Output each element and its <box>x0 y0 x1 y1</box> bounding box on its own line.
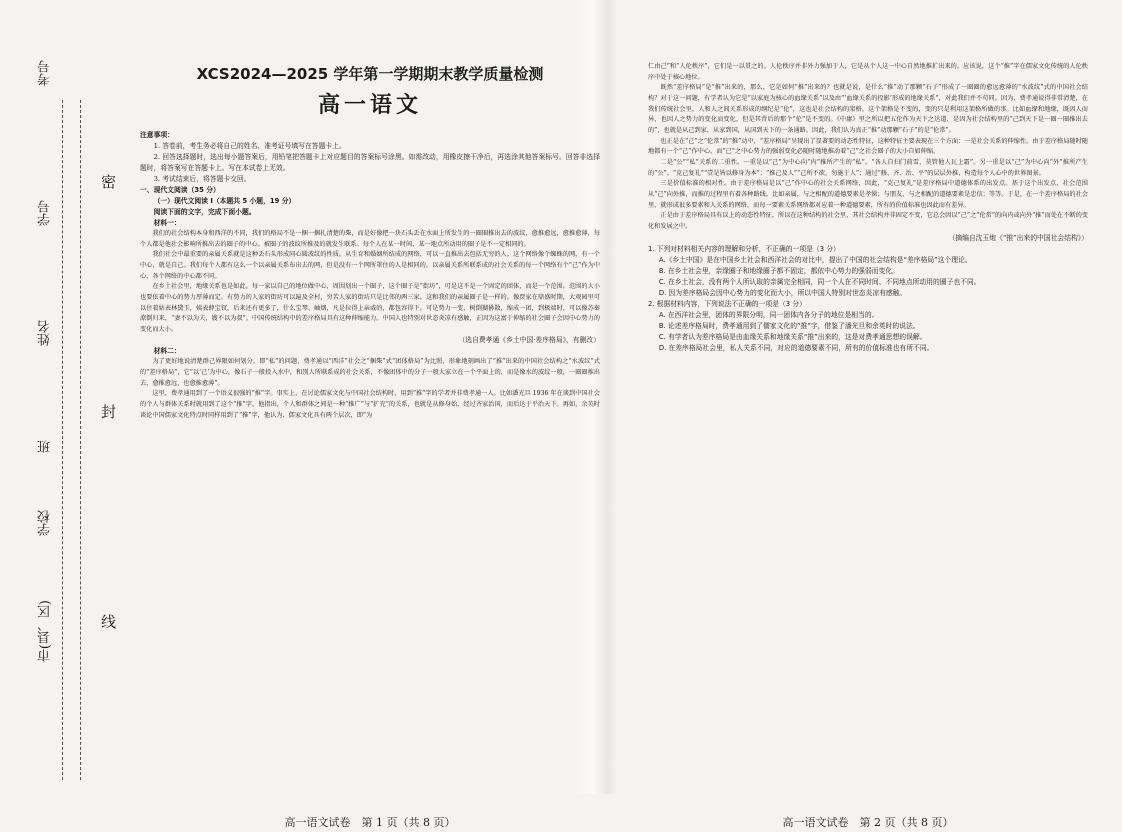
region-label: 市(县、区) <box>38 600 53 663</box>
page-footer: 高一语文试卷 第 2 页（共 8 页） <box>782 816 954 830</box>
material-paragraph: 在乡土社会里，地缘关系也是如此。每一家以自己的地位做中心，周围划出一个圈子，这个圈子是“街坊”，可是这不是一个固定的团体，而是一个范围。范围的大小也要依着中心的势力厚薄而定。有势力的人家的街坊可以遍及全村，穷苦人家的街坊只是比邻的两三家。这和我们的亲属圈子是一样的。像贾家在鼎盛时期，大观园里可以住着姑表林黛玉，姨表薛宝钗，后来还有更多了，什么宝琴、岫烟，凡是拉得上亲戚的，都包容得下。可是势力一变，树倒猢狲散，缩成一团，到极端时，可以像苏秦潦倒归来，“妻不以为夫，嫂不以为叔”。中国传统结构中的差序格局具有这种伸缩能力。中国人也特别对世态炎凉有感触，正因为这富于伸缩的社会圈子会因中心势力的变化而大小。 <box>140 283 600 333</box>
material-paragraph: 仁由己”和“人伦秩序”，它们是一以贯之的。人伦秩序并非外力强加于人，它是从个人这一中心自然地推扩出来的。应该说，这个“推”字在儒家文化传统的人伦秩序中处于核心地位。 <box>648 63 1088 81</box>
option-item: C. 在乡土社会，没有两个人所认取的亲属完全相同，同一个人在不同时间、不同地点所动用的圈子也不同。 <box>658 277 981 286</box>
option-item: D. 在差序格局社会里，私人关系不同，对应的道德要素不同，所有的价值标准也有所不同。 <box>658 343 934 352</box>
seal-char: 线 <box>98 610 119 633</box>
seal-char: 密 <box>98 170 119 193</box>
reading-instruction: 阅读下面的文字，完成下面小题。 <box>153 207 256 216</box>
binding-strip <box>8 40 116 780</box>
material-paragraph: 我们的社会结构本身和西洋的不同，我们的格局不是一捆一捆扎清楚的柴，而是好像把一块石头丢在水面上所发生的一圈圈推出去的波纹，愈推愈远，愈推愈薄，每个人都是他社会影响所推出去的圈子的中心。被圈子的波纹所推及的就发生联系。每个人在某一时间、某一地点所动用的圈子是不一定相同的。 <box>140 229 600 248</box>
material-paragraph: 这里，费孝通用到了一个语义很强的“推”字。事实上，在讨论儒家文化与中国社会结构时，用到“推”字的学者并非费孝通一人。比如潘光旦 1936 年在谈到中国社会的个人与群体关系时就用到了这个“推”字，他指出，个人和群体之间是一种“推广”与“扩充”的关系，也就是从修身始，经过齐家治国，而后达于平治天下。再如，余英时谈论中国儒家文化特点时同样用到了“推”字，他认为，儒家文化具有两个层次，即“为 <box>140 390 600 419</box>
binding-dashed-line <box>62 100 63 780</box>
material-paragraph: 既然“差序格局”是“推”出来的，那么，它是如何“推”出来的？也就是说，是什么“推”动了那颗“石子”形成了一圈圈的愈远愈薄的“水波纹”式的中国社会结构？对于这一问题，有学者认为它是“以家庭为核心的血缘关系”以及由“‘血缘关系的投影’形成的地缘关系”，对此我们并不苟同。因为，费孝通说得非常清楚，在我们传统社会里，人和人之间关系形成的纲纪是“伦”，这也是社会结构的架格，这个架格是不变的，变的只是利用这架格所做的事。比如血缘和地缘，既因人而异，也因人之势力的变化而变化，但是其背后的那个“伦”是不变的。《中庸》里之所以把五伦作为天下之达道，是因为社会结构里的“己到天下是一圈一圈推出去的”，也就是从己到家，从家到国，从国到天下的一条通路。因此，我们认为真正“推”动那颗“石子”的是“伦常”。 <box>648 84 1088 134</box>
material-paragraph: 为了更好地说清楚群己界限如何划分，即“私”的问题，费孝通以“西洋”社会之“捆柴”式“团体格局”为比照，形象地刻画出了“推”出来的中国社会结构之“水波纹”式的“差序格局”，它“以‘己’为中心，像石子一般投入水中，和别人所联系成的社会关系，不像团体中的分子一般大家立在一个平面上的，而是像水的波纹一般，一圈圈推出去，愈推愈远，也愈推愈薄”。 <box>140 358 600 387</box>
page-footer: 高一语文试卷 第 1 页（共 8 页） <box>284 816 456 830</box>
material-paragraph: 也正是在“己”之“伦常”的“推”动中，“差序格局”呈现出了显著要的动态性特征，这种特征主要表现在三个方面：一是社会关系的伸缩性。由于差序格局随时随地都有一个“己”作中心，而“己”之中心势力的强弱变化必随时随地推动着“己”之社会圈子的大小自如伸缩。 <box>648 137 1088 156</box>
option-item: B. 论述差序格局时，费孝通用到了儒家文化的“推”字，借鉴了潘光旦和余英时的说法。 <box>658 321 920 330</box>
question-2: 2. 根据材料内容，下列说法不正确的一项是（3 分） <box>648 299 806 308</box>
page-1 <box>140 62 600 830</box>
material-source: （摘编自沈玉炮《“推”出来的中国社会结构》） <box>948 233 1088 242</box>
note-item: 1. 答卷前，考生务必将自己的姓名、准考证号填写在答题卡上。 <box>153 141 346 150</box>
material-source: （选自费孝通《乡土中国·差序格局》，有删改） <box>458 336 600 345</box>
material-paragraph: 三是价值标准的相对性。由于差序格局是以“己”作中心的社会关系网络，因此，“克己复礼”是差序格局中道德体系的出发点。基于这个出发点，社会范围从“己”向外推，而推的过程里有着各种路线。比如亲属，与之相配的道德要素是孝悌；与朋友，与之相配的道德要素是忠信；等等。于是，在一个差序格局的社会里，就形成很多要素和人关系的网络，而每一要素关系网络都对应着一种道德要素，所有的价值标准也因此而有差异。 <box>648 180 1088 209</box>
notes-title: 注意事项： <box>140 130 174 139</box>
note-item: 3. 考试结束后，将答题卡交回。 <box>153 174 251 183</box>
material-paragraph: 正是由于差序格局具有以上的动态性特征，所以在这种结构的社会里，其社会结构并非固定不变，它总会因以“己”之“伦常”的向内或向外“推”而处在不断的变化和发展之中。 <box>648 212 1088 230</box>
material-label: 材料一： <box>153 218 181 227</box>
school-label: 学校 <box>38 510 53 536</box>
subsection-heading: （一）现代文阅读 I（本题共 5 小题，19 分） <box>153 196 296 205</box>
option-item: A. 在西洋社会里，团体的界限分明，同一团体内各分子的地位是相当的。 <box>658 310 879 319</box>
material-label: 材料二： <box>153 347 181 356</box>
binding-dashed-line <box>80 100 81 780</box>
section-heading: 一、现代文阅读（35 分） <box>140 185 220 194</box>
material-paragraph: 二是“公”“私”关系的二重性。一重是以“己”为中心向“内”推所产生的“私”。“各人自扫门前雪，莫管他人瓦上霜”。另一重是以“己”为中心向“外”推所产生的“公”。“克己复礼”“壹是皆以修身为本”；“推己及人”“己所不欲，勿施于人”；通过“修、齐、治、平”的层层外推，构造每个人心中的世界图景。 <box>648 158 1088 177</box>
subject-title: 高一语文 <box>317 93 422 119</box>
exam-no-label: 考号 <box>38 60 53 86</box>
page-2 <box>648 62 1088 830</box>
material-paragraph: 我们社会中最重要的亲属关系就是这种丢石头形成同心圆波纹的性质。从生育和婚姻所结成的网络，可以一直推出去包括无穷的人。这个网络像个蜘蛛的网，有一个中心，就是自己。我们每个人都有这么一个以亲属关系布出去的网，但是没有一个网所罩住的人是相同的。以亲属关系所联系成的社会关系的每一个网络有个“己”作为中心，各个网络的中心都不同。 <box>140 251 600 280</box>
option-item: A.《乡土中国》是在中国乡土社会和西洋社会的对比中，提出了中国的社会结构是“差序格局”这个理论。 <box>658 255 972 264</box>
option-item: D. 因为差序格局会因中心势力的变化而大小，所以中国人特别对世态炎凉有感触。 <box>658 288 907 297</box>
class-label: 班 <box>38 440 53 453</box>
exam-title: XCS2024—2025 学年第一学期期末教学质量检测 <box>196 65 544 83</box>
seal-char: 封 <box>98 400 119 423</box>
question-1: 1. 下列对材料相关内容的理解和分析，不正确的一项是（3 分） <box>648 244 840 253</box>
note-item: 2. 回答选择题时，选出每小题答案后，用铅笔把答题卡上对应题目的答案标号涂黑。如需改动，用橡皮擦干净后，再选涂其他答案标号。回答非选择题时，将答案写在答题卡上。写在本试卷上无效。 <box>140 152 600 172</box>
option-item: B. 在乡土社会里，亲缘圈子和地缘圈子都不固定，都依中心势力的强弱而变化。 <box>658 266 899 275</box>
option-item: C. 有学者认为差序格局是由血缘关系和地缘关系“推”出来的，这是对费孝通思想的误解。 <box>658 332 927 341</box>
name-label: 姓名 <box>38 320 53 346</box>
student-no-label: 学号 <box>38 200 53 226</box>
